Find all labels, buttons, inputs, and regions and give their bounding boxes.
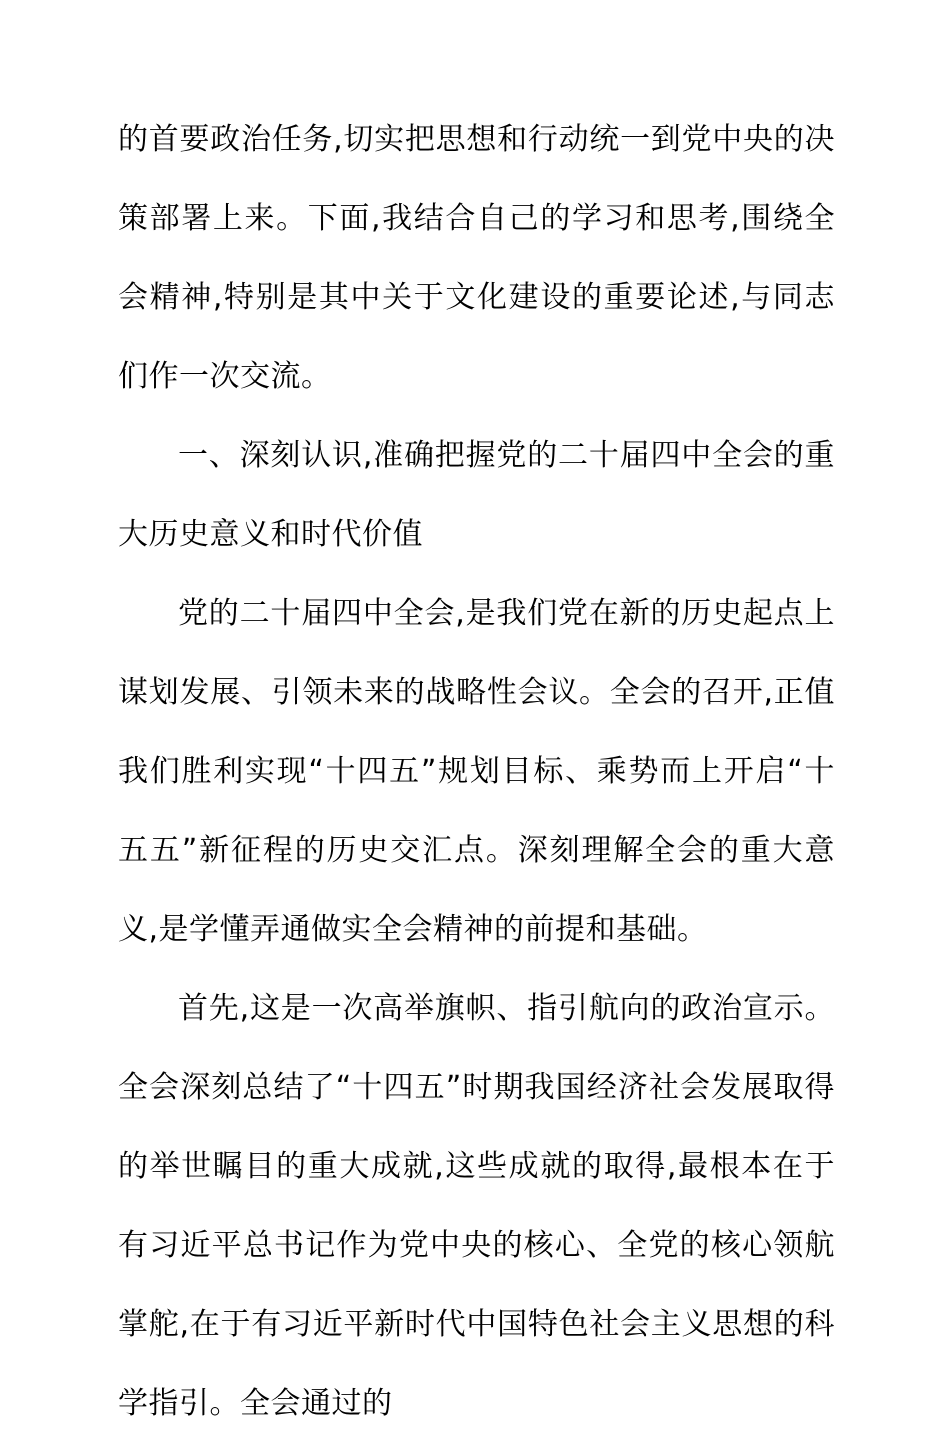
document-body bbox=[118, 100, 835, 1443]
paragraph-political-declaration: 首先,这是一次高举旗帜、指引航向的政治宣示。全会深刻总结了“十四五”时期我国经济社会发展取得的举世瞩目的重大成就,这些成就的取得,最根本在于有习近平总书记作为党中央的核心、全党的核心领航掌舵,在于有习近平新时代中国特色社会主义思想的科学指引。全会通过的 bbox=[118, 991, 835, 1421]
paragraph-continuation: 的首要政治任务,切实把思想和行动统一到党中央的决策部署上来。下面,我结合自己的学习和思考,围绕全会精神,特别是其中关于文化建设的重要论述,与同志们作一次交流。 bbox=[118, 122, 835, 394]
paragraph-significance: 党的二十届四中全会,是我们党在新的历史起点上谋划发展、引领未来的战略性会议。全会的召开,正值我们胜利实现“十四五”规划目标、乘势而上开启“十五五”新征程的历史交汇点。深刻理解全会的重大意义,是学懂弄通做实全会精神的前提和基础。 bbox=[118, 596, 835, 947]
paragraph-heading-one: 一、深刻认识,准确把握党的二十届四中全会的重大历史意义和时代价值 bbox=[118, 438, 835, 552]
